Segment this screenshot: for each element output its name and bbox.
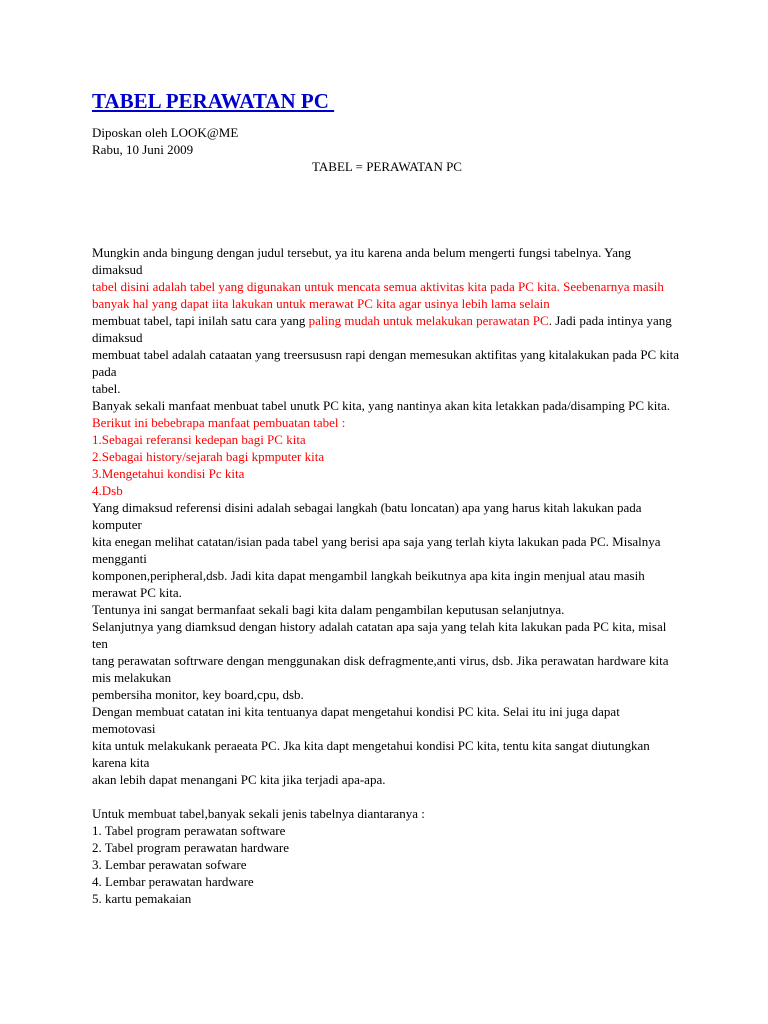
- paragraph: pembersiha monitor, key board,cpu, dsb.: [92, 687, 304, 702]
- paragraph: kita enegan melihat catatan/isian pada tabel yang berisi apa saja yang terlah kiyta lakukan pada PC. Misalnya mengganti: [92, 534, 661, 566]
- article-body: [92, 244, 682, 907]
- paragraph: akan lebih dapat menangani PC kita jika terjadi apa-apa.: [92, 772, 386, 787]
- list-item: 4.Dsb: [92, 483, 123, 498]
- list-item: 3. Lembar perawatan sofware: [92, 857, 247, 872]
- paragraph: membuat tabel adalah cataatan yang treersususn rapi dengan memesukan aktifitas yang kitalakukan pada PC kita pada: [92, 347, 679, 379]
- list-item: 1. Tabel program perawatan software: [92, 823, 286, 838]
- paragraph: [92, 312, 682, 346]
- document-page: [92, 88, 682, 907]
- list-item: 3.Mengetahui kondisi Pc kita: [92, 466, 245, 481]
- list-item: 5. kartu pemakaian: [92, 891, 192, 906]
- list-item: 4. Lembar perawatan hardware: [92, 874, 254, 889]
- list-item: 1.Sebagai referansi kedepan bagi PC kita: [92, 432, 306, 447]
- posted-by: Diposkan oleh LOOK@ME: [92, 125, 239, 140]
- list-item: 2. Tabel program perawatan hardware: [92, 840, 290, 855]
- paragraph: Yang dimaksud referensi disini adalah sebagai langkah (batu loncatan) apa yang harus kitah lakukan pada komputer: [92, 500, 642, 532]
- page-title[interactable]: TABEL PERAWATAN PC: [92, 89, 335, 113]
- list-item: 2.Sebagai history/sejarah bagi kpmputer kita: [92, 449, 325, 464]
- highlight-paragraph: tabel disini adalah tabel yang digunakan untuk mencata semua aktivitas kita pada PC kita. Seebenarnya masih banyak hal yang dapat iita lakukan untuk merawat PC kita agar usinya lebih lama selain: [92, 279, 664, 311]
- paragraph: Dengan membuat catatan ini kita tentuanya dapat mengetahui kondisi PC kita. Selai itu ini juga dapat memotovasi: [92, 704, 620, 736]
- benefits-heading: Berikut ini bebebrapa manfaat pembuatan tabel :: [92, 415, 346, 430]
- center-heading: TABEL = PERAWATAN PC: [312, 159, 462, 174]
- paragraph: kita untuk melakukank peraeata PC. Jka kita dapt mengetahui kondisi PC kita, tentu kita sangat diutungkan karena kita: [92, 738, 650, 770]
- post-date: Rabu, 10 Juni 2009: [92, 142, 194, 157]
- text-span: membuat tabel, tapi inilah satu cara yang: [92, 313, 309, 328]
- paragraph: Selanjutnya yang diamksud dengan history adalah catatan apa saja yang telah kita lakukan pada PC kita, misal ten: [92, 619, 667, 651]
- spacer: [92, 788, 682, 805]
- paragraph: Banyak sekali manfaat menbuat tabel unutk PC kita, yang nantinya akan kita letakkan pada/disamping PC kita.: [92, 398, 670, 413]
- paragraph: Tentunya ini sangat bermanfaat sekali bagi kita dalam pengambilan keputusan selanjutnya.: [92, 602, 565, 617]
- paragraph: komponen,peripheral,dsb. Jadi kita dapat mengambil langkah beikutnya apa kita ingin menjual atau masih merawat PC kita.: [92, 568, 645, 600]
- highlight-span: paling mudah untuk melakukan perawatan PC: [308, 313, 549, 328]
- text-span: . Jadi pada intinya yang dimaksud: [92, 313, 672, 345]
- paragraph: Untuk membuat tabel,banyak sekali jenis tabelnya diantaranya :: [92, 806, 425, 821]
- paragraph: tang perawatan softrware dengan menggunakan disk defragmente,anti virus, dsb. Jika perawatan hardware kita mis melakukan: [92, 653, 669, 685]
- paragraph: tabel.: [92, 381, 121, 396]
- paragraph: Mungkin anda bingung dengan judul tersebut, ya itu karena anda belum mengerti fungsi tabelnya. Yang dimaksud: [92, 245, 632, 277]
